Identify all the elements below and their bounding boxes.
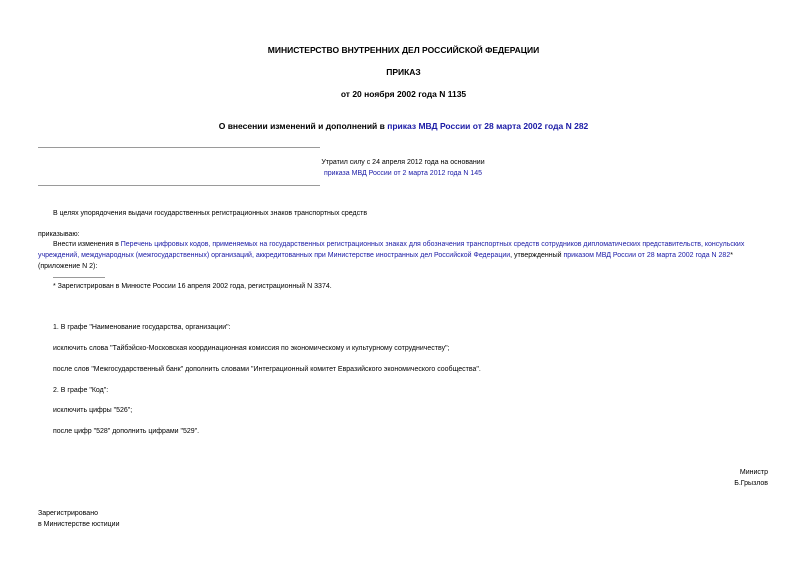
list-link-part-1[interactable]: Перечень цифровых кодов, применяемых на государственных регистрационных знаках для обозначения транспортных средств сотрудников дипломатических представительств, консульских bbox=[120, 241, 745, 248]
order-282-link[interactable]: приказом МВД России от 28 марта 2002 года N 282 bbox=[563, 252, 731, 259]
list-item: 1. В графе "Наименование государства, организации": bbox=[53, 324, 231, 331]
footnote-rule bbox=[53, 277, 105, 278]
list-link-part-2[interactable]: учреждений, международных (межгосударственных) организаций, аккредитованных при Министерстве иностранных дел Российской Федерации bbox=[38, 252, 511, 259]
registration-line-1: Зарегистрировано bbox=[38, 510, 98, 517]
subject-prefix: О внесении изменений и дополнений в bbox=[218, 121, 388, 131]
signature-title: Министр bbox=[739, 469, 768, 476]
signature-name: Б.Грызлов bbox=[734, 480, 768, 487]
paragraph-1-line-3: (приложение N 2): bbox=[38, 263, 98, 270]
list-item: 2. В графе "Код": bbox=[53, 387, 109, 394]
ministry-title: МИНИСТЕРСТВО ВНУТРЕННИХ ДЕЛ РОССИЙСКОЙ ФЕДЕРАЦИИ bbox=[267, 45, 540, 55]
p1-approved: , утвержденный bbox=[510, 252, 564, 259]
status-note-link[interactable]: приказа МВД России от 2 марта 2012 года N 145 bbox=[323, 170, 483, 177]
doc-type: ПРИКАЗ bbox=[386, 67, 421, 77]
list-item: после слов "Межгосударственный банк" дополнить словами "Интеграционный комитет Евразийского экономического сообщества". bbox=[53, 366, 481, 373]
list-item: после цифр "528" дополнить цифрами "529". bbox=[53, 428, 200, 435]
doc-subject bbox=[0, 121, 807, 131]
footnote-mark: * bbox=[730, 252, 733, 259]
footnote: * Зарегистрирован в Минюсте России 16 апреля 2002 года, регистрационный N 3374. bbox=[53, 283, 332, 290]
p1-intro: Внести изменения в bbox=[53, 241, 121, 248]
status-rule-bottom bbox=[38, 185, 320, 186]
list-item: исключить цифры "526"; bbox=[53, 407, 133, 414]
status-rule-top bbox=[38, 147, 320, 148]
registration-line-2: в Министерстве юстиции bbox=[38, 521, 120, 528]
subject-link[interactable]: приказ МВД России от 28 марта 2002 года N 282 bbox=[387, 121, 589, 131]
preamble: В целях упорядочения выдачи государственных регистрационных знаков транспортных средств bbox=[53, 210, 368, 217]
order-word: приказываю: bbox=[38, 231, 80, 238]
paragraph-1-line-2 bbox=[38, 250, 733, 261]
status-note-line: Утратил силу с 24 апреля 2012 года на основании bbox=[321, 159, 485, 166]
doc-date-number: от 20 ноября 2002 года N 1135 bbox=[340, 89, 467, 99]
list-item: исключить слова "Тайбэйско-Московская координационная комиссия по экономическому и культурному сотрудничеству"; bbox=[53, 345, 450, 352]
paragraph-1-line-1 bbox=[53, 239, 744, 250]
